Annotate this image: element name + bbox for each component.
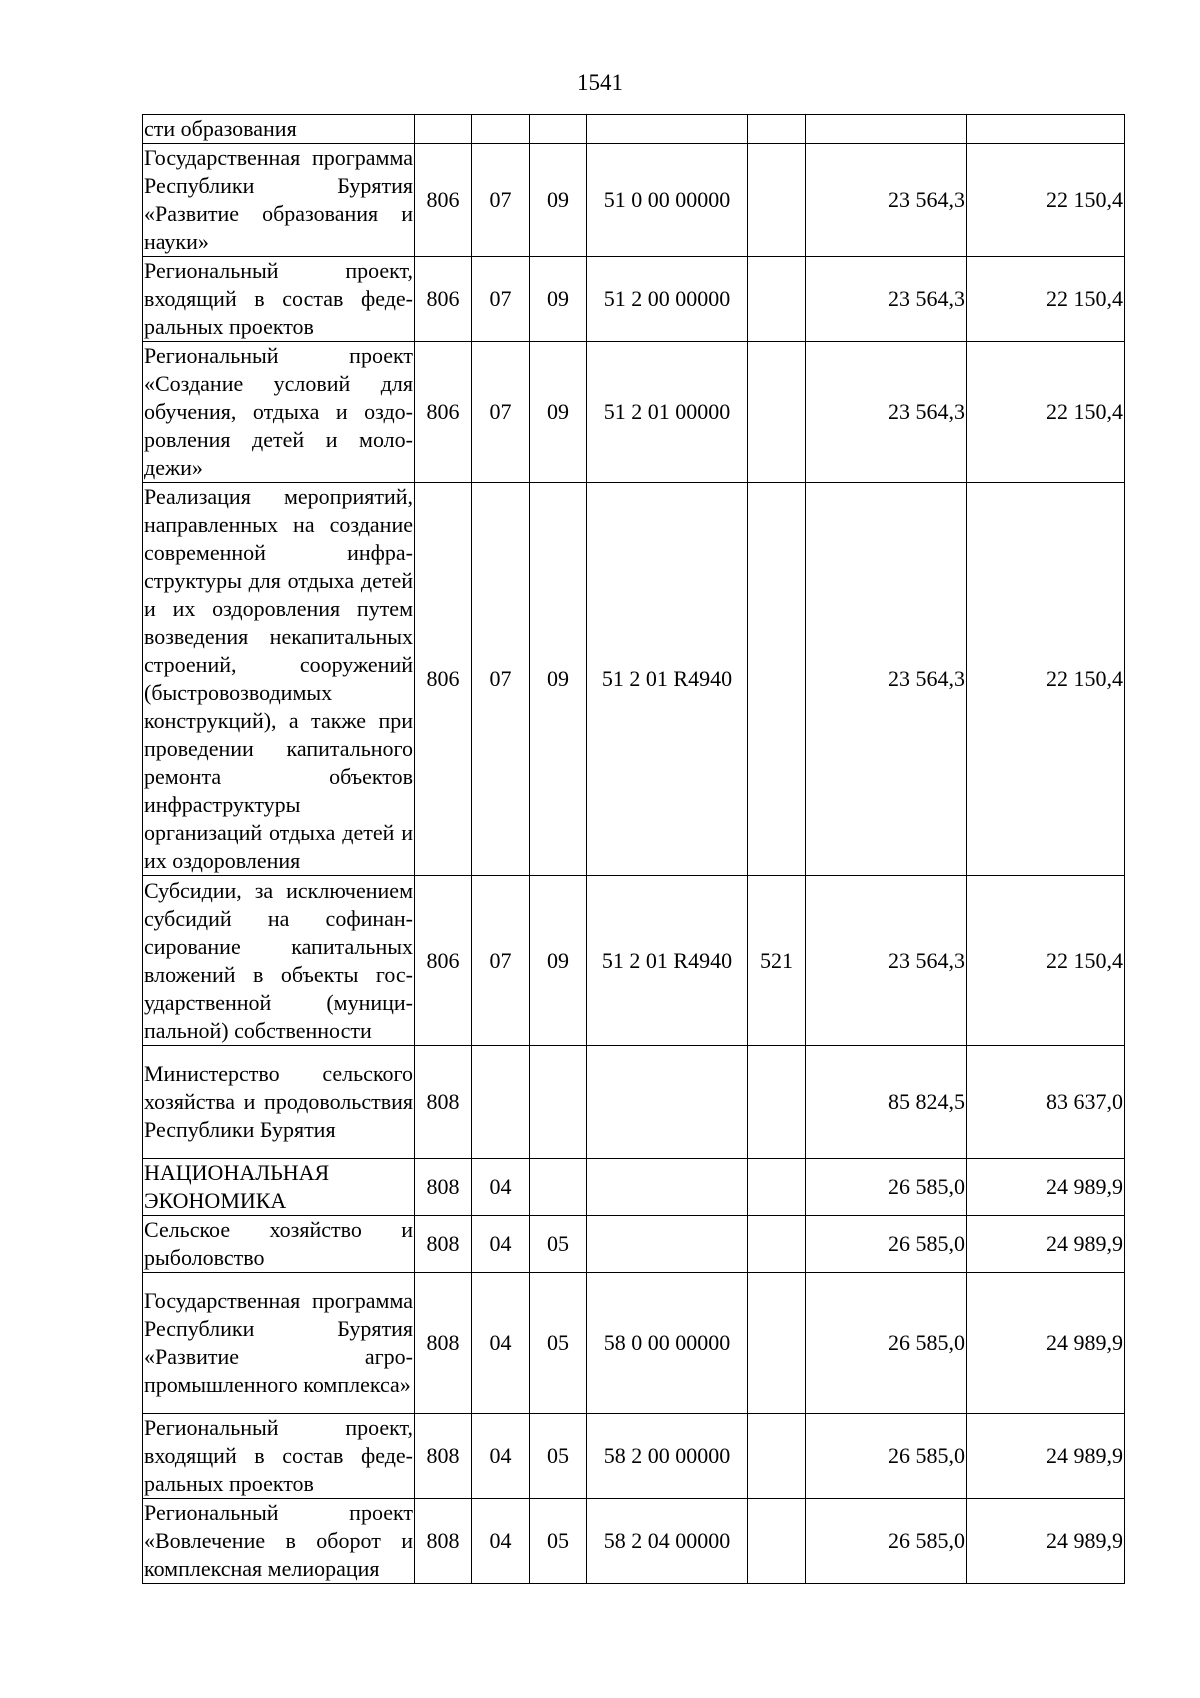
sum-1: 26 585,0 <box>806 1414 967 1499</box>
target-item-code: 51 2 01 00000 <box>587 342 748 483</box>
ved-code: 808 <box>415 1159 472 1216</box>
target-item-code: 51 2 00 00000 <box>587 257 748 342</box>
table-row <box>143 1046 1125 1159</box>
sum-2: 24 989,9 <box>967 1414 1125 1499</box>
subsection-code: 09 <box>530 483 587 876</box>
table-row <box>143 144 1125 257</box>
sum-1: 26 585,0 <box>806 1273 967 1414</box>
row-name: Субсидии, за исключением субсидий на софинансирование капитальных вложений в объекты государственной (муниципальной) собственности <box>143 876 415 1046</box>
table-row <box>143 1273 1125 1414</box>
expense-type-code <box>748 1046 806 1159</box>
sum-2 <box>967 115 1125 144</box>
subsection-code: 09 <box>530 876 587 1046</box>
sum-1: 26 585,0 <box>806 1216 967 1273</box>
sum-2: 83 637,0 <box>967 1046 1125 1159</box>
row-name: Государственная программа Республики Бурятия «Развитие образования и науки» <box>143 144 415 257</box>
subsection-code: 09 <box>530 257 587 342</box>
sum-2: 24 989,9 <box>967 1159 1125 1216</box>
target-item-code: 58 2 00 00000 <box>587 1414 748 1499</box>
section-code <box>472 1046 530 1159</box>
ved-code: 808 <box>415 1499 472 1584</box>
subsection-code: 05 <box>530 1216 587 1273</box>
expense-type-code <box>748 483 806 876</box>
ved-code: 806 <box>415 876 472 1046</box>
expense-type-code <box>748 115 806 144</box>
section-code: 07 <box>472 483 530 876</box>
row-name: НАЦИОНАЛЬНАЯ ЭКОНОМИКА <box>143 1159 415 1216</box>
section-code: 07 <box>472 342 530 483</box>
sum-2: 22 150,4 <box>967 342 1125 483</box>
target-item-code <box>587 1159 748 1216</box>
subsection-code <box>530 1046 587 1159</box>
table-row <box>143 1499 1125 1584</box>
table-row <box>143 483 1125 876</box>
expense-type-code <box>748 1414 806 1499</box>
ved-code: 808 <box>415 1273 472 1414</box>
table-row <box>143 1216 1125 1273</box>
target-item-code: 58 0 00 00000 <box>587 1273 748 1414</box>
subsection-code <box>530 115 587 144</box>
budget-table <box>142 114 1125 1584</box>
expense-type-code <box>748 1499 806 1584</box>
row-name: Сельское хозяйство и рыболовство <box>143 1216 415 1273</box>
sum-2: 22 150,4 <box>967 876 1125 1046</box>
target-item-code: 58 2 04 00000 <box>587 1499 748 1584</box>
ved-code <box>415 115 472 144</box>
section-code: 07 <box>472 144 530 257</box>
subsection-code <box>530 1159 587 1216</box>
target-item-code <box>587 1216 748 1273</box>
page-number: 1541 <box>577 70 623 95</box>
sum-2: 24 989,9 <box>967 1216 1125 1273</box>
row-name: Реализация мероприятий, направленных на создание современной инфраструктуры для отдыха детей и их оздоровления путем возведения некапитальных строений, сооружений (быстровозводимых конструкций), а также при проведении капитального ремонта объектов инфраструктуры организаций отдыха детей и их оздоровления <box>143 483 415 876</box>
subsection-code: 05 <box>530 1414 587 1499</box>
sum-1: 26 585,0 <box>806 1499 967 1584</box>
section-code: 07 <box>472 257 530 342</box>
table-row <box>143 876 1125 1046</box>
table-row <box>143 115 1125 144</box>
expense-type-code <box>748 144 806 257</box>
target-item-code <box>587 115 748 144</box>
budget-table-body <box>143 115 1125 1584</box>
sum-1: 26 585,0 <box>806 1159 967 1216</box>
row-name: сти образования <box>143 115 415 144</box>
subsection-code: 09 <box>530 342 587 483</box>
section-code <box>472 115 530 144</box>
target-item-code: 51 0 00 00000 <box>587 144 748 257</box>
row-name: Региональный проект, входящий в состав федеральных проектов <box>143 257 415 342</box>
ved-code: 806 <box>415 257 472 342</box>
sum-2: 22 150,4 <box>967 257 1125 342</box>
ved-code: 808 <box>415 1046 472 1159</box>
section-code: 04 <box>472 1499 530 1584</box>
sum-2: 22 150,4 <box>967 483 1125 876</box>
target-item-code <box>587 1046 748 1159</box>
ved-code: 806 <box>415 483 472 876</box>
expense-type-code <box>748 1159 806 1216</box>
sum-1: 23 564,3 <box>806 257 967 342</box>
ved-code: 808 <box>415 1414 472 1499</box>
table-row <box>143 1414 1125 1499</box>
ved-code: 806 <box>415 342 472 483</box>
sum-2: 24 989,9 <box>967 1499 1125 1584</box>
sum-1: 23 564,3 <box>806 483 967 876</box>
subsection-code: 09 <box>530 144 587 257</box>
section-code: 04 <box>472 1273 530 1414</box>
subsection-code: 05 <box>530 1273 587 1414</box>
target-item-code: 51 2 01 R4940 <box>587 876 748 1046</box>
sum-1 <box>806 115 967 144</box>
row-name: Министерство сельского хозяйства и продовольствия Республики Бурятия <box>143 1046 415 1159</box>
subsection-code: 05 <box>530 1499 587 1584</box>
sum-2: 24 989,9 <box>967 1273 1125 1414</box>
row-name: Региональный проект «Создание условий для обучения, отдыха и оздоровления детей и молодежи» <box>143 342 415 483</box>
expense-type-code <box>748 1216 806 1273</box>
row-name: Региональный проект «Вовлечение в оборот и комплексная мелиорация <box>143 1499 415 1584</box>
expense-type-code <box>748 257 806 342</box>
section-code: 04 <box>472 1159 530 1216</box>
expense-type-code <box>748 342 806 483</box>
sum-1: 23 564,3 <box>806 876 967 1046</box>
sum-1: 23 564,3 <box>806 342 967 483</box>
expense-type-code <box>748 1273 806 1414</box>
table-row <box>143 342 1125 483</box>
ved-code: 808 <box>415 1216 472 1273</box>
target-item-code: 51 2 01 R4940 <box>587 483 748 876</box>
row-name: Государственная программа Республики Бурятия «Развитие агропромышленного комплекса» <box>143 1273 415 1414</box>
sum-2: 22 150,4 <box>967 144 1125 257</box>
expense-type-code: 521 <box>748 876 806 1046</box>
table-row <box>143 257 1125 342</box>
section-code: 04 <box>472 1216 530 1273</box>
table-row <box>143 1159 1125 1216</box>
ved-code: 806 <box>415 144 472 257</box>
row-name: Региональный проект, входящий в состав федеральных проектов <box>143 1414 415 1499</box>
section-code: 04 <box>472 1414 530 1499</box>
section-code: 07 <box>472 876 530 1046</box>
sum-1: 23 564,3 <box>806 144 967 257</box>
sum-1: 85 824,5 <box>806 1046 967 1159</box>
